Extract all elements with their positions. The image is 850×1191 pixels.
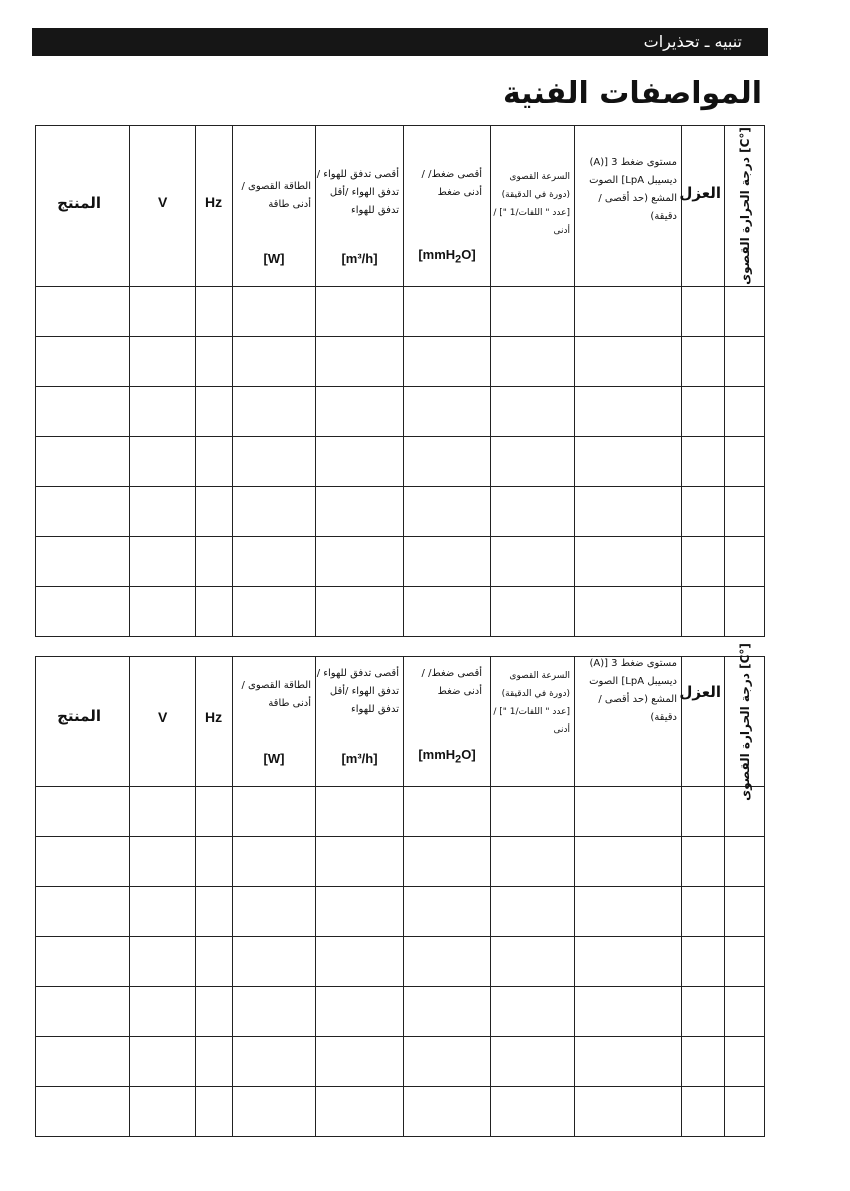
col-voltage: V bbox=[130, 657, 196, 787]
table-row bbox=[36, 287, 765, 337]
table-row bbox=[36, 787, 765, 837]
col-frequency: Hz bbox=[196, 126, 233, 287]
pressure-unit: [mmH$_2$O] bbox=[418, 247, 476, 266]
table-header-row bbox=[36, 657, 765, 787]
table-row bbox=[36, 537, 765, 587]
spec-table-1 bbox=[35, 125, 765, 637]
col-power: الطاقة القصوى /أدنى طاقة [W] bbox=[233, 657, 316, 787]
col-sound: مستوى ضغط 3 [(A) ديسيبل LpA] الصوت المشع (حد أقصى / دقيقة) bbox=[575, 657, 682, 787]
table-row bbox=[36, 887, 765, 937]
col-temperature: [°C] درجة الحرارة القصوى bbox=[725, 657, 765, 787]
col-airflow: أقصى تدفق للهواء /تدفق الهواء /أقل تدفق للهواء [m³/h] bbox=[316, 657, 404, 787]
col-sound: مستوى ضغط 3 [(A) ديسيبل LpA] الصوت المشع (حد أقصى / دقيقة) bbox=[575, 126, 682, 287]
table-row bbox=[36, 837, 765, 887]
col-speed: السرعة القصوى (دورة في الدقيقة) [عدد " اللفات/1 "] /أدنى bbox=[491, 126, 575, 287]
col-power: الطاقة القصوى /أدنى طاقة [W] bbox=[233, 126, 316, 287]
table-row bbox=[36, 937, 765, 987]
header-bar bbox=[32, 28, 768, 56]
pressure-unit: [mmH$_2$O] bbox=[418, 747, 476, 766]
table-row bbox=[36, 987, 765, 1037]
col-speed: السرعة القصوى (دورة في الدقيقة) [عدد " اللفات/1 "] /أدنى bbox=[491, 657, 575, 787]
header-section-label: تنبيه ـ تحذيرات bbox=[643, 32, 742, 51]
col-insulation: العزل bbox=[682, 657, 725, 787]
table-header-row bbox=[36, 126, 765, 287]
table-row bbox=[36, 337, 765, 387]
col-voltage: V bbox=[130, 126, 196, 287]
table-row bbox=[36, 387, 765, 437]
col-pressure: أقصى ضغط/ /أدنى ضغط [mmH$_2$O] bbox=[404, 126, 491, 287]
col-product: المنتج bbox=[36, 657, 130, 787]
col-pressure: أقصى ضغط/ /أدنى ضغط [mmH$_2$O] bbox=[404, 657, 491, 787]
spec-table-2 bbox=[35, 642, 765, 1137]
page-title: المواصفات الفنية bbox=[502, 76, 762, 111]
col-product: المنتج bbox=[36, 126, 130, 287]
col-airflow: أقصى تدفق للهواء /تدفق الهواء /أقل تدفق للهواء [m³/h] bbox=[316, 126, 404, 287]
table-row bbox=[36, 1037, 765, 1087]
col-frequency: Hz bbox=[196, 657, 233, 787]
col-insulation: العزل bbox=[682, 126, 725, 287]
col-temperature: [°C] درجة الحرارة القصوى bbox=[725, 126, 765, 287]
table-row bbox=[36, 1087, 765, 1137]
table-row bbox=[36, 487, 765, 537]
table-row bbox=[36, 587, 765, 637]
table-row bbox=[36, 437, 765, 487]
